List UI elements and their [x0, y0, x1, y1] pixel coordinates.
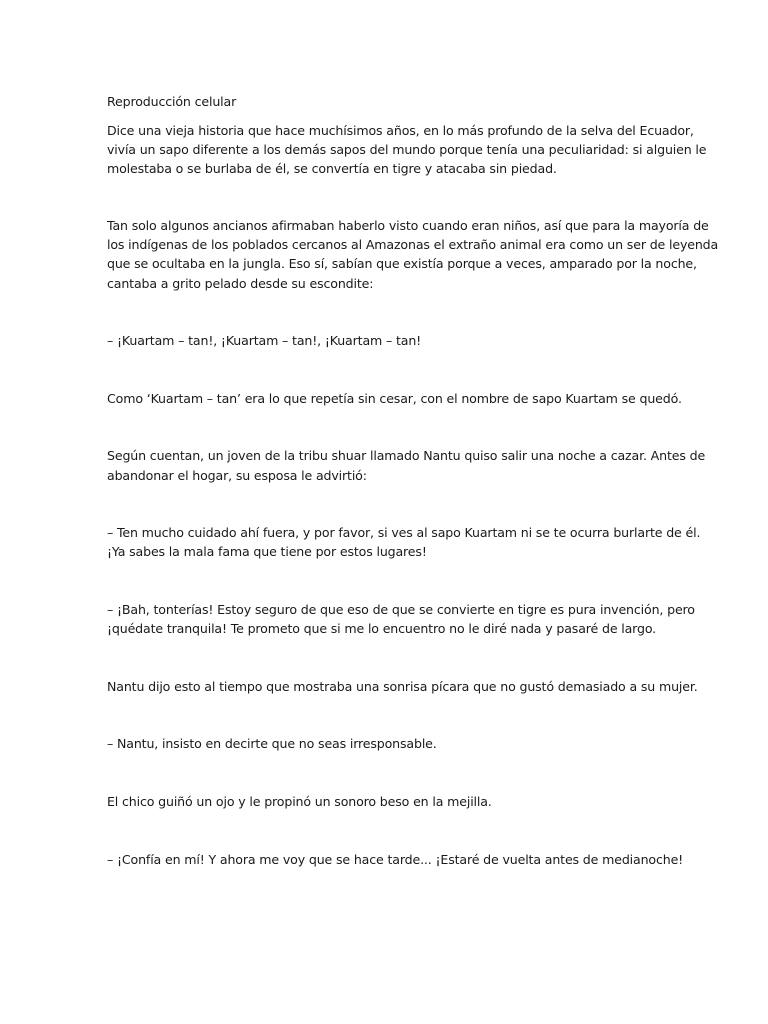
- paragraph-line: Según cuentan, un joven de la tribu shuar llamado Nantu quiso salir una noche a cazar. Antes de: [107, 448, 706, 463]
- paragraph-line: los indígenas de los poblados cercanos al Amazonas el extraño animal era como un ser de leyenda: [107, 237, 719, 252]
- paragraph-line: vivía un sapo diferente a los demás sapos del mundo porque tenía una peculiaridad: si alguien le: [107, 142, 707, 157]
- paragraph-line: – Ten mucho cuidado ahí fuera, y por favor, si ves al sapo Kuartam ni se te ocurra burlarte de él.: [107, 525, 701, 540]
- paragraph-line: Nantu dijo esto al tiempo que mostraba una sonrisa pícara que no gustó demasiado a su mujer.: [107, 679, 698, 694]
- paragraph-line: ¡quédate tranquila! Te prometo que si me lo encuentro no le diré nada y pasaré de largo.: [107, 621, 657, 636]
- paragraph-line: cantaba a grito pelado desde su escondite:: [107, 276, 374, 291]
- paragraph-line: Como ‘Kuartam – tan’ era lo que repetía sin cesar, con el nombre de sapo Kuartam se quedó.: [107, 391, 682, 406]
- paragraph-line: – ¡Bah, tonterías! Estoy seguro de que eso de que se convierte en tigre es pura invención, pero: [107, 602, 695, 617]
- paragraph-line: abandonar el hogar, su esposa le advirtió:: [107, 468, 367, 483]
- paragraph-line: molestaba o se burlaba de él, se convertía en tigre y atacaba sin piedad.: [107, 161, 557, 176]
- paragraph-line: ¡Ya sabes la mala fama que tiene por estos lugares!: [107, 544, 427, 559]
- paragraph-line: – ¡Confía en mí! Y ahora me voy que se hace tarde... ¡Estaré de vuelta antes de medianoche!: [107, 852, 684, 867]
- paragraph-line: – ¡Kuartam – tan!, ¡Kuartam – tan!, ¡Kuartam – tan!: [107, 333, 422, 348]
- paragraph-line: que se ocultaba en la jungla. Eso sí, sabían que existía porque a veces, amparado por la noche,: [107, 256, 697, 271]
- document-title: Reproducción celular: [107, 94, 237, 109]
- paragraph-line: – Nantu, insisto en decirte que no seas irresponsable.: [107, 736, 437, 751]
- paragraph-line: El chico guiñó un ojo y le propinó un sonoro beso en la mejilla.: [107, 794, 492, 809]
- paragraph-line: Tan solo algunos ancianos afirmaban haberlo visto cuando eran niños, así que para la mayoría de: [107, 218, 709, 233]
- paragraph-line: Dice una vieja historia que hace muchísimos años, en lo más profundo de la selva del Ecuador,: [107, 123, 694, 138]
